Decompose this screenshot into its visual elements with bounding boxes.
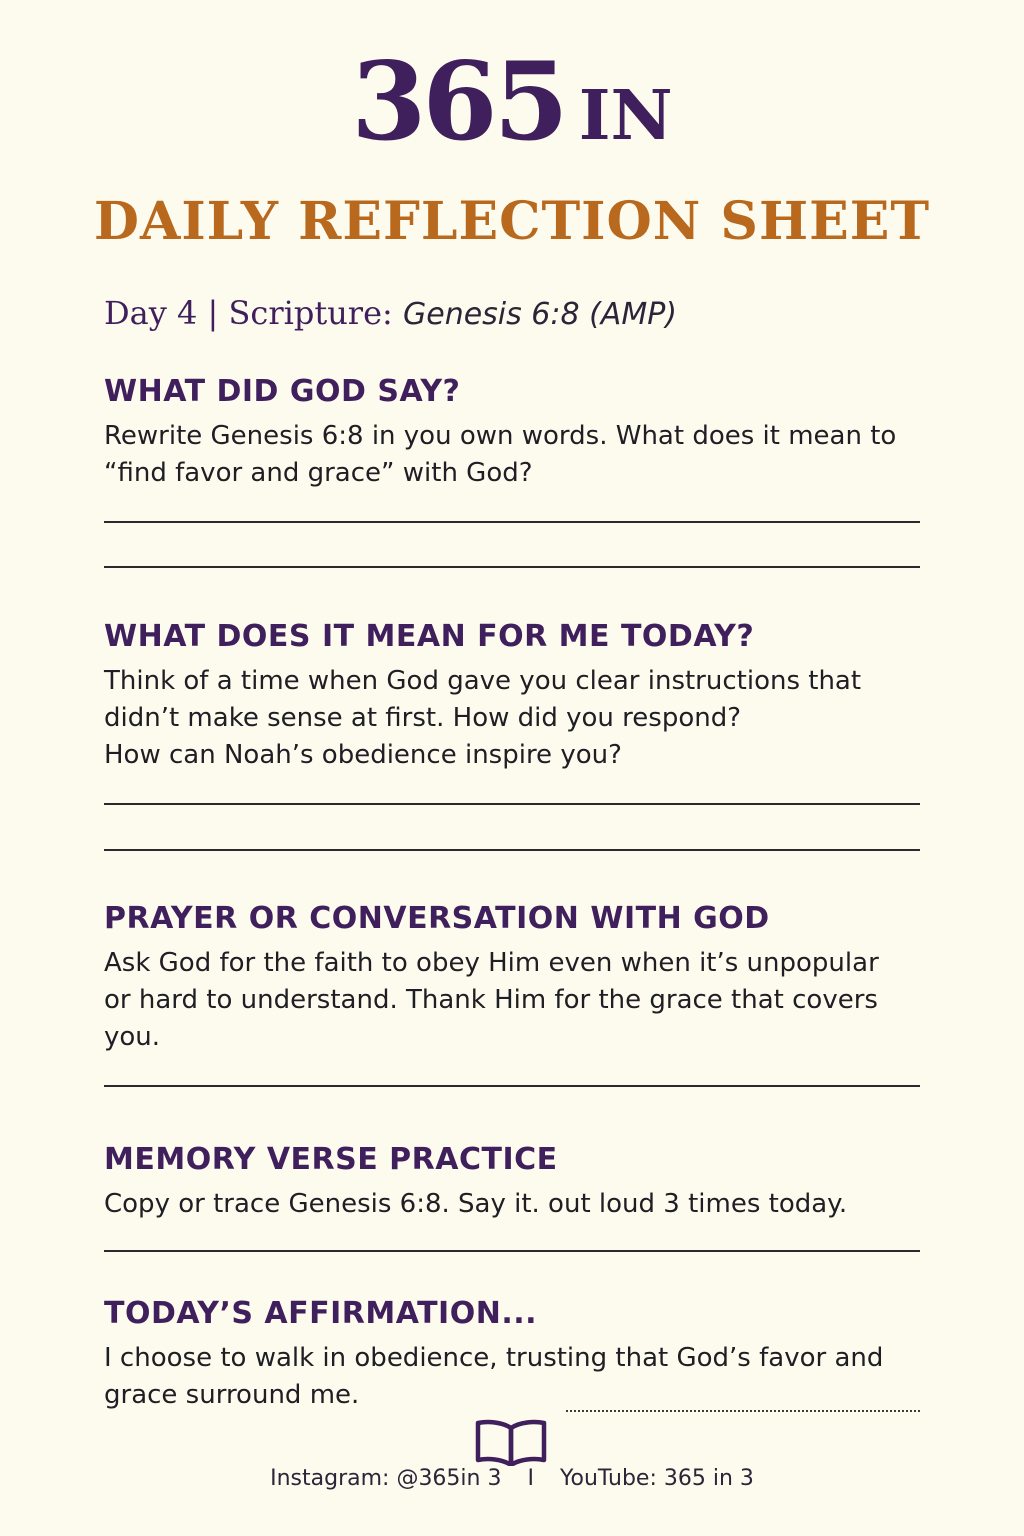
page-subtitle: DAILY REFLECTION SHEET [93,191,931,252]
youtube-channel[interactable]: YouTube: 365 in 3 [559,1466,754,1491]
section-text-affirmation: I choose to walk in obedience, trusting that God’s favor and grace surround me. [104,1343,884,1410]
title-number: 365 [351,39,565,165]
day-scripture-line [104,294,678,332]
writing-line[interactable] [104,566,920,568]
section-prompt-memory-verse: Copy or trace Genesis 6:8. Say it. out loud 3 times today. [104,1189,848,1219]
writing-line[interactable] [104,521,920,523]
signature-dotted-line[interactable] [566,1410,920,1412]
title-suffix: IN [578,76,673,156]
section-prompt-meaning-today: Think of a time when God gave you clear instructions that didn’t make sense at first. How did you respond? How can Noah’s obedience inspire you? [104,666,862,770]
writing-line[interactable] [104,1250,920,1252]
section-prompt-what-did-god-say: Rewrite Genesis 6:8 in you own words. What does it mean to “find favor and grace” with God? [104,421,897,488]
scripture-reference: Genesis 6:8 (AMP) [402,297,678,332]
section-heading-memory-verse: MEMORY VERSE PRACTICE [104,1142,558,1177]
writing-line[interactable] [104,1085,920,1087]
footer-separator: I [527,1466,534,1491]
section-heading-what-did-god-say: WHAT DID GOD SAY? [104,374,461,409]
writing-line[interactable] [104,803,920,805]
open-book-icon [472,1416,550,1466]
section-prompt-prayer: Ask God for the faith to obey Him even when it’s unpopular or hard to understand. Thank Him for the grace that covers you. [104,948,879,1052]
section-heading-meaning-today: WHAT DOES IT MEAN FOR ME TODAY? [104,619,755,654]
page-title [0,39,1024,165]
writing-line[interactable] [104,849,920,851]
day-label: Day 4 | Scripture: [104,294,393,332]
section-heading-prayer: PRAYER OR CONVERSATION WITH GOD [104,901,770,936]
section-heading-affirmation: TODAY’S AFFIRMATION... [104,1296,538,1331]
footer-social-links [0,1468,1024,1490]
instagram-handle[interactable]: Instagram: @365in 3 [270,1466,502,1491]
